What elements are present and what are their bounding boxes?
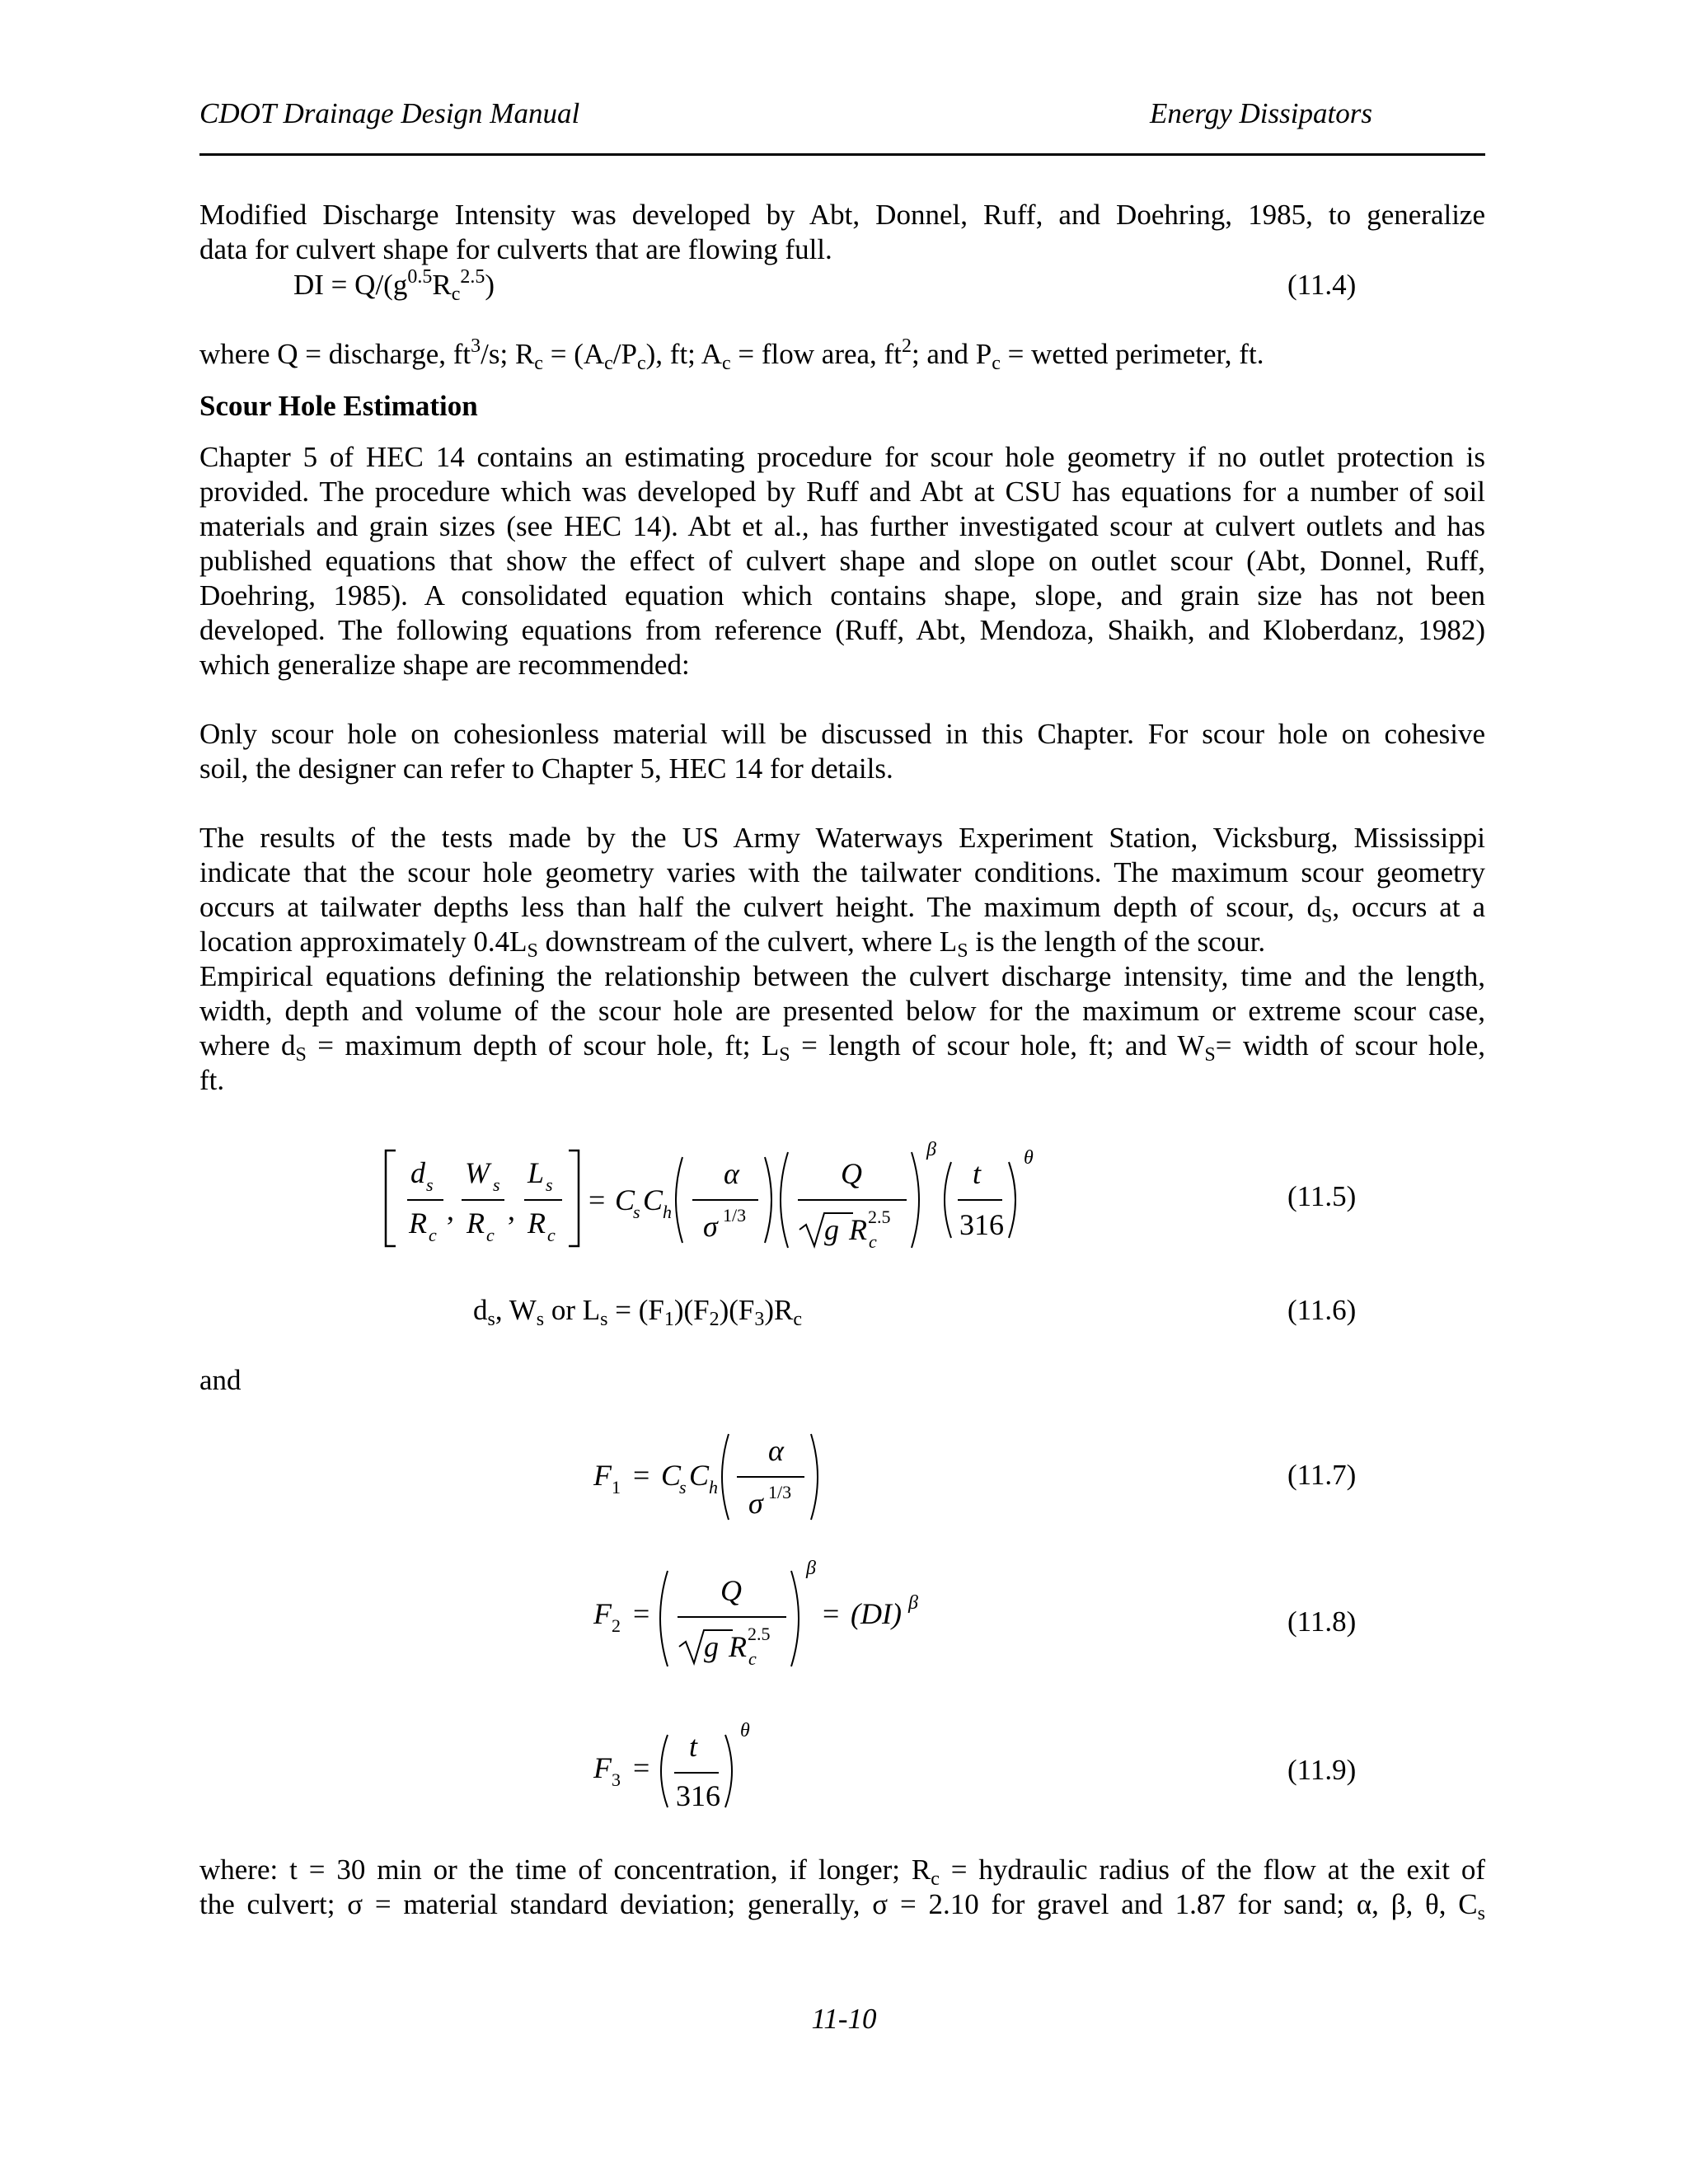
svg-text:θ: θ [1024, 1147, 1034, 1169]
equation-label-11-7: (11.7) [1287, 1459, 1357, 1491]
svg-text:Q: Q [720, 1574, 742, 1607]
text-line: Empirical equations defining the relationship between the culvert discharge intensity, time and the length, [199, 960, 1485, 992]
svg-text:1/3: 1/3 [768, 1482, 792, 1502]
text-line: developed. The following equations from reference (Ruff, Abt, Mendoza, Shaikh, and Kloberdanz, 1982) [199, 614, 1485, 646]
svg-text:2: 2 [612, 1615, 621, 1636]
svg-text:R: R [409, 1207, 427, 1240]
paragraph-tests-results [199, 821, 1485, 1098]
text-line: indicate that the scour hole geometry varies with the tailwater conditions. The maximum scour geometry [199, 856, 1485, 888]
svg-text:c: c [748, 1648, 757, 1669]
svg-text:F: F [593, 1751, 612, 1784]
equation-label-11-4: (11.4) [1287, 269, 1357, 301]
svg-text:=: = [823, 1597, 840, 1630]
svg-text:,: , [508, 1193, 515, 1226]
text-line: occurs at tailwater depths less than half the culvert height. The maximum depth of scour, $d_S$, occurs at a [199, 891, 1486, 927]
svg-text:c: c [547, 1225, 556, 1245]
svg-text:C: C [643, 1183, 663, 1216]
equation-11-6: $d_s$, $W_s$ or $L_s = (F_1)(F_2)(F_3)R_c$ [473, 1294, 803, 1330]
svg-text:R: R [729, 1630, 747, 1663]
svg-text:g: g [824, 1213, 839, 1246]
equation-label-11-9: (11.9) [1287, 1754, 1357, 1786]
paragraph-cohesionless [199, 717, 1485, 786]
svg-text:=: = [633, 1597, 650, 1630]
svg-text:=: = [633, 1751, 650, 1784]
svg-text:,: , [447, 1193, 454, 1226]
svg-text:(DI): (DI) [851, 1597, 902, 1630]
text-line: Doehring, 1985). A consolidated equation which contains shape, slope, and grain size has not been [199, 579, 1485, 612]
header-manual-title: CDOT Drainage Design Manual [199, 97, 580, 129]
equation-label-11-6: (11.6) [1287, 1294, 1357, 1326]
svg-text:g: g [704, 1630, 719, 1663]
header-rule [199, 153, 1485, 156]
page-number: 11-10 [811, 2003, 877, 2035]
svg-text:C: C [615, 1183, 635, 1216]
svg-text:C: C [661, 1459, 682, 1492]
section-heading: Scour Hole Estimation [199, 390, 478, 422]
svg-text:L: L [528, 1156, 545, 1189]
svg-text:β: β [908, 1592, 918, 1614]
equation-11-5 [379, 1137, 1055, 1261]
svg-text:t: t [689, 1730, 698, 1763]
svg-text:σ: σ [703, 1210, 718, 1243]
paragraph-hec14 [199, 440, 1485, 682]
equation-11-8 [585, 1558, 931, 1681]
text-line: location approximately $0.4L_S$ downstream of the culvert, where $L_S$ is the length of the scour. [199, 926, 1266, 962]
svg-text:c: c [429, 1225, 437, 1245]
svg-text:σ: σ [748, 1487, 763, 1520]
svg-text:1/3: 1/3 [723, 1205, 747, 1226]
svg-text:t: t [973, 1157, 982, 1190]
connector-text: and [199, 1364, 241, 1396]
svg-text:c: c [486, 1225, 495, 1245]
text-line: provided. The procedure which was developed by Ruff and Abt at CSU has equations for a number of soil [199, 476, 1485, 508]
svg-text:=: = [633, 1459, 650, 1492]
svg-text:316: 316 [959, 1208, 1004, 1241]
svg-text:h: h [709, 1477, 718, 1497]
svg-text:R: R [849, 1213, 867, 1246]
svg-text:c: c [869, 1231, 877, 1252]
paragraph-modified-discharge [199, 198, 1485, 267]
svg-text:θ: θ [740, 1720, 750, 1741]
svg-text:2.5: 2.5 [868, 1207, 891, 1227]
svg-text:R: R [467, 1207, 485, 1240]
svg-text:1: 1 [612, 1477, 621, 1497]
svg-text:s: s [546, 1174, 553, 1195]
text-line: where: t = 30 min or the time of concentration, if longer; $R_c$ = hydraulic radius of the flow at the exit of [199, 1854, 1486, 1890]
text-line: ft. [199, 1064, 225, 1096]
header-chapter-title: Energy Dissipators [1150, 97, 1372, 129]
text-line: Modified Discharge Intensity was developed by Abt, Donnel, Ruff, and Doehring, 1985, to generalize [199, 199, 1485, 231]
text-line: Only scour hole on cohesionless material will be discussed in this Chapter. For scour hole on cohesive [199, 718, 1485, 750]
svg-text:=: = [588, 1183, 606, 1216]
text-line: The results of the tests made by the US Army Waterways Experiment Station, Vicksburg, Mississippi [199, 822, 1485, 854]
text-line: soil, the designer can refer to Chapter 5, HEC 14 for details. [199, 752, 893, 785]
equation-11-9 [585, 1718, 799, 1817]
text-line: data for culvert shape for culverts that are flowing full. [199, 233, 832, 265]
equation-label-11-5: (11.5) [1287, 1180, 1357, 1212]
equation-11-4: DI = $Q/(g^{0.5}R_c^{2.5})$ [293, 266, 495, 305]
text-line: the culvert; σ = material standard deviation; generally, σ = 2.10 for gravel and 1.87 for sand; α, β, θ, $C_s$ [199, 1888, 1485, 1924]
text-line: width, depth and volume of the scour hole are presented below for the maximum or extreme scour case, [199, 995, 1485, 1027]
svg-text:s: s [426, 1174, 434, 1195]
svg-text:F: F [593, 1597, 612, 1630]
equation-11-7 [585, 1426, 849, 1525]
svg-text:s: s [679, 1477, 687, 1497]
text-line: published equations that show the effect of culvert shape and slope on outlet scour (Abt, Donnel, Ruff, [199, 545, 1485, 577]
svg-text:3: 3 [612, 1769, 621, 1790]
svg-text:Q: Q [841, 1157, 862, 1190]
svg-text:α: α [724, 1157, 739, 1190]
paragraph-variable-definitions [199, 1853, 1485, 1922]
svg-text:β: β [926, 1139, 936, 1160]
svg-text:C: C [689, 1459, 710, 1492]
svg-text:316: 316 [676, 1779, 720, 1812]
svg-text:W: W [465, 1156, 490, 1189]
definition-line-discharge: where Q = discharge, $ft^3/s$; $R_c = (A_c/P_c)$, ft; $A_c$ = flow area, $ft^2$; and $P_c$ = wetted perimeter, ft. [199, 335, 1264, 374]
svg-text:α: α [768, 1434, 784, 1467]
svg-text:F: F [593, 1459, 612, 1492]
text-line: which generalize shape are recommended: [199, 649, 690, 681]
svg-text:2.5: 2.5 [748, 1624, 771, 1644]
svg-text:s: s [493, 1174, 500, 1195]
equation-label-11-8: (11.8) [1287, 1605, 1357, 1638]
svg-text:h: h [663, 1202, 672, 1222]
svg-text:β: β [806, 1558, 816, 1579]
text-line: where $d_S$ = maximum depth of scour hole, ft; $L_S$ = length of scour hole, ft; and $W_S=$ width of scour hole, [199, 1029, 1485, 1066]
svg-text:s: s [633, 1202, 640, 1222]
text-line: Chapter 5 of HEC 14 contains an estimating procedure for scour hole geometry if no outlet protection is [199, 441, 1485, 473]
text-line: materials and grain sizes (see HEC 14). Abt et al., has further investigated scour at culvert outlets and has [199, 510, 1485, 542]
svg-text:d: d [410, 1156, 425, 1189]
svg-text:R: R [528, 1207, 546, 1240]
